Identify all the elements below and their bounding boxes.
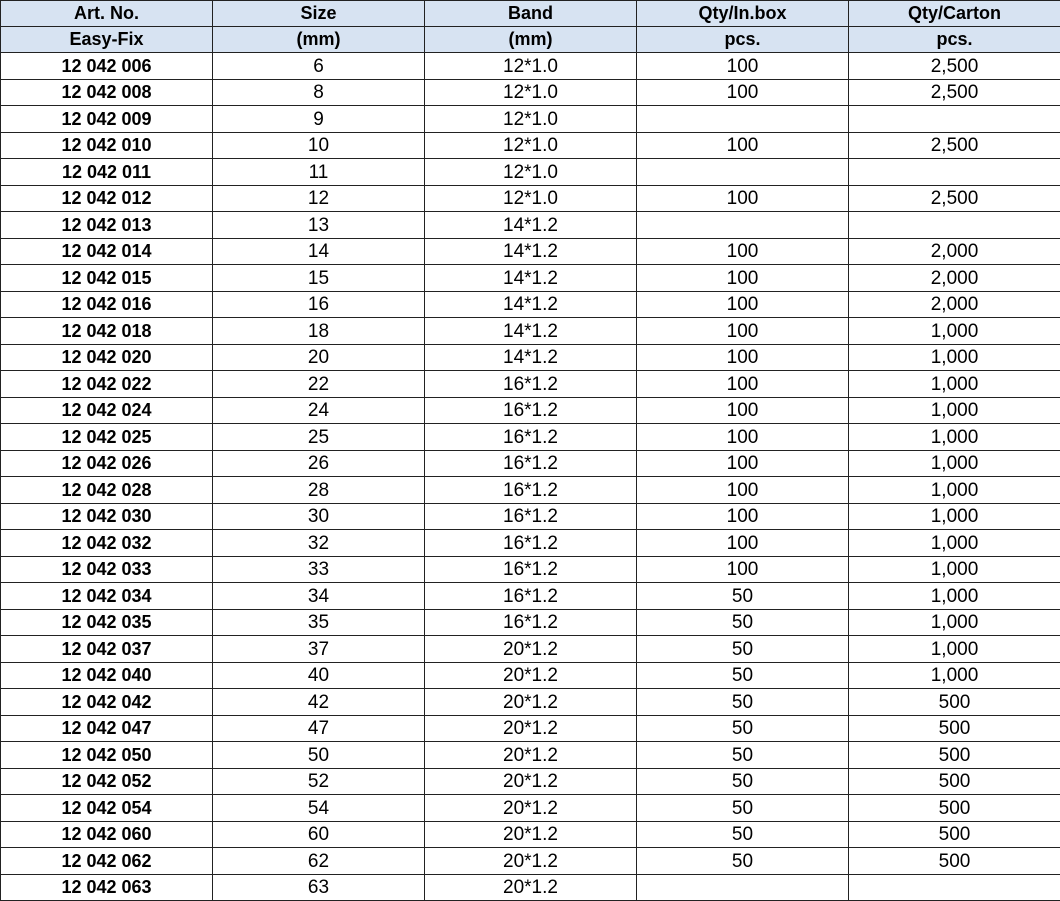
cell-qty-inbox: 50 — [637, 795, 849, 822]
cell-size: 14 — [213, 238, 425, 265]
cell-art-no: 12 042 062 — [1, 848, 213, 875]
cell-band: 14*1.2 — [425, 291, 637, 318]
cell-size: 22 — [213, 371, 425, 398]
table-row — [1, 768, 1060, 795]
table-row — [1, 185, 1060, 212]
table-row — [1, 344, 1060, 371]
cell-qty-carton: 1,000 — [849, 424, 1060, 451]
table-row — [1, 662, 1060, 689]
cell-qty-inbox: 100 — [637, 185, 849, 212]
cell-qty-carton: 2,000 — [849, 238, 1060, 265]
cell-qty-carton — [849, 159, 1060, 186]
cell-art-no: 12 042 016 — [1, 291, 213, 318]
table-row — [1, 583, 1060, 610]
cell-qty-carton: 2,000 — [849, 291, 1060, 318]
cell-art-no: 12 042 010 — [1, 132, 213, 159]
cell-band: 16*1.2 — [425, 477, 637, 504]
cell-qty-inbox: 100 — [637, 238, 849, 265]
table-row — [1, 715, 1060, 742]
cell-qty-carton: 500 — [849, 821, 1060, 848]
table-row — [1, 371, 1060, 398]
cell-qty-inbox: 100 — [637, 477, 849, 504]
cell-size: 26 — [213, 450, 425, 477]
cell-qty-carton: 1,000 — [849, 609, 1060, 636]
cell-art-no: 12 042 011 — [1, 159, 213, 186]
cell-band: 16*1.2 — [425, 371, 637, 398]
cell-band: 20*1.2 — [425, 795, 637, 822]
header-qty-inbox-unit: pcs. — [637, 27, 849, 53]
cell-qty-inbox: 50 — [637, 768, 849, 795]
cell-art-no: 12 042 060 — [1, 821, 213, 848]
cell-band: 14*1.2 — [425, 265, 637, 292]
table-row — [1, 742, 1060, 769]
cell-art-no: 12 042 022 — [1, 371, 213, 398]
cell-qty-carton: 500 — [849, 768, 1060, 795]
cell-qty-carton: 1,000 — [849, 450, 1060, 477]
table-row — [1, 689, 1060, 716]
cell-size: 62 — [213, 848, 425, 875]
cell-art-no: 12 042 054 — [1, 795, 213, 822]
cell-qty-inbox: 100 — [637, 318, 849, 345]
cell-art-no: 12 042 040 — [1, 662, 213, 689]
cell-size: 6 — [213, 53, 425, 80]
cell-art-no: 12 042 030 — [1, 503, 213, 530]
cell-qty-inbox: 100 — [637, 265, 849, 292]
cell-art-no: 12 042 026 — [1, 450, 213, 477]
table-row — [1, 106, 1060, 133]
cell-qty-carton: 500 — [849, 848, 1060, 875]
table-row — [1, 159, 1060, 186]
cell-size: 54 — [213, 795, 425, 822]
cell-size: 9 — [213, 106, 425, 133]
cell-size: 28 — [213, 477, 425, 504]
cell-size: 32 — [213, 530, 425, 557]
cell-qty-inbox: 100 — [637, 132, 849, 159]
cell-band: 20*1.2 — [425, 742, 637, 769]
header-art-no-sub: Easy-Fix — [1, 27, 213, 53]
cell-size: 13 — [213, 212, 425, 239]
header-size: Size — [213, 1, 425, 27]
header-size-unit: (mm) — [213, 27, 425, 53]
cell-qty-carton: 2,500 — [849, 185, 1060, 212]
table-row — [1, 609, 1060, 636]
cell-size: 34 — [213, 583, 425, 610]
cell-size: 47 — [213, 715, 425, 742]
cell-qty-carton: 500 — [849, 795, 1060, 822]
cell-band: 20*1.2 — [425, 636, 637, 663]
cell-size: 15 — [213, 265, 425, 292]
cell-art-no: 12 042 035 — [1, 609, 213, 636]
cell-qty-carton: 1,000 — [849, 662, 1060, 689]
cell-band: 16*1.2 — [425, 503, 637, 530]
table-row — [1, 397, 1060, 424]
cell-qty-carton — [849, 106, 1060, 133]
cell-size: 12 — [213, 185, 425, 212]
table-row — [1, 874, 1060, 901]
cell-qty-inbox — [637, 159, 849, 186]
cell-art-no: 12 042 015 — [1, 265, 213, 292]
table-row — [1, 503, 1060, 530]
cell-size: 20 — [213, 344, 425, 371]
cell-band: 12*1.0 — [425, 53, 637, 80]
cell-qty-carton — [849, 212, 1060, 239]
table-row — [1, 530, 1060, 557]
cell-art-no: 12 042 020 — [1, 344, 213, 371]
cell-qty-inbox: 50 — [637, 821, 849, 848]
header-row-labels — [1, 1, 1060, 27]
cell-qty-inbox: 50 — [637, 715, 849, 742]
table-row — [1, 79, 1060, 106]
cell-qty-inbox: 100 — [637, 291, 849, 318]
cell-size: 10 — [213, 132, 425, 159]
cell-qty-carton: 1,000 — [849, 636, 1060, 663]
cell-qty-inbox: 100 — [637, 530, 849, 557]
cell-art-no: 12 042 050 — [1, 742, 213, 769]
cell-qty-inbox: 100 — [637, 503, 849, 530]
cell-art-no: 12 042 014 — [1, 238, 213, 265]
cell-art-no: 12 042 025 — [1, 424, 213, 451]
cell-qty-carton: 1,000 — [849, 556, 1060, 583]
table-row — [1, 291, 1060, 318]
cell-qty-carton: 1,000 — [849, 371, 1060, 398]
cell-band: 16*1.2 — [425, 530, 637, 557]
cell-art-no: 12 042 012 — [1, 185, 213, 212]
cell-size: 30 — [213, 503, 425, 530]
cell-qty-inbox: 100 — [637, 556, 849, 583]
cell-art-no: 12 042 013 — [1, 212, 213, 239]
cell-qty-inbox: 100 — [637, 371, 849, 398]
cell-band: 12*1.0 — [425, 159, 637, 186]
cell-band: 20*1.2 — [425, 848, 637, 875]
table-row — [1, 424, 1060, 451]
cell-size: 50 — [213, 742, 425, 769]
cell-band: 20*1.2 — [425, 662, 637, 689]
cell-qty-carton: 2,500 — [849, 53, 1060, 80]
cell-qty-inbox: 50 — [637, 689, 849, 716]
header-art-no: Art. No. — [1, 1, 213, 27]
cell-qty-inbox: 50 — [637, 636, 849, 663]
cell-size: 8 — [213, 79, 425, 106]
header-qty-carton-unit: pcs. — [849, 27, 1060, 53]
cell-size: 52 — [213, 768, 425, 795]
cell-band: 14*1.2 — [425, 344, 637, 371]
cell-qty-carton: 1,000 — [849, 397, 1060, 424]
cell-size: 33 — [213, 556, 425, 583]
cell-qty-inbox: 100 — [637, 79, 849, 106]
table-row — [1, 795, 1060, 822]
table-body — [1, 53, 1060, 901]
cell-qty-carton — [849, 874, 1060, 901]
table-row — [1, 450, 1060, 477]
cell-band: 14*1.2 — [425, 238, 637, 265]
cell-band: 16*1.2 — [425, 397, 637, 424]
cell-band: 16*1.2 — [425, 609, 637, 636]
cell-art-no: 12 042 018 — [1, 318, 213, 345]
cell-qty-inbox: 100 — [637, 424, 849, 451]
cell-art-no: 12 042 063 — [1, 874, 213, 901]
cell-band: 12*1.0 — [425, 132, 637, 159]
cell-qty-carton: 1,000 — [849, 583, 1060, 610]
header-band-unit: (mm) — [425, 27, 637, 53]
cell-art-no: 12 042 037 — [1, 636, 213, 663]
cell-size: 24 — [213, 397, 425, 424]
table-row — [1, 212, 1060, 239]
cell-band: 16*1.2 — [425, 556, 637, 583]
cell-qty-carton: 1,000 — [849, 344, 1060, 371]
table-row — [1, 132, 1060, 159]
cell-qty-inbox — [637, 212, 849, 239]
cell-band: 20*1.2 — [425, 821, 637, 848]
cell-qty-carton: 2,500 — [849, 79, 1060, 106]
cell-qty-inbox: 100 — [637, 344, 849, 371]
header-row-units — [1, 27, 1060, 53]
cell-art-no: 12 042 034 — [1, 583, 213, 610]
table-row — [1, 556, 1060, 583]
table-row — [1, 238, 1060, 265]
cell-band: 14*1.2 — [425, 318, 637, 345]
cell-band: 12*1.0 — [425, 106, 637, 133]
table-header — [1, 1, 1060, 53]
cell-size: 18 — [213, 318, 425, 345]
cell-qty-carton: 1,000 — [849, 503, 1060, 530]
cell-band: 14*1.2 — [425, 212, 637, 239]
table-row — [1, 848, 1060, 875]
table-row — [1, 477, 1060, 504]
cell-size: 16 — [213, 291, 425, 318]
cell-qty-inbox: 50 — [637, 662, 849, 689]
cell-band: 20*1.2 — [425, 874, 637, 901]
cell-size: 11 — [213, 159, 425, 186]
cell-qty-carton: 1,000 — [849, 477, 1060, 504]
cell-art-no: 12 042 032 — [1, 530, 213, 557]
cell-art-no: 12 042 052 — [1, 768, 213, 795]
cell-band: 20*1.2 — [425, 689, 637, 716]
cell-qty-inbox: 100 — [637, 397, 849, 424]
cell-qty-carton: 1,000 — [849, 530, 1060, 557]
cell-art-no: 12 042 028 — [1, 477, 213, 504]
cell-band: 12*1.0 — [425, 79, 637, 106]
cell-band: 20*1.2 — [425, 715, 637, 742]
cell-size: 35 — [213, 609, 425, 636]
cell-qty-carton: 500 — [849, 742, 1060, 769]
cell-size: 63 — [213, 874, 425, 901]
cell-band: 20*1.2 — [425, 768, 637, 795]
cell-size: 25 — [213, 424, 425, 451]
cell-art-no: 12 042 024 — [1, 397, 213, 424]
cell-qty-inbox — [637, 874, 849, 901]
cell-qty-inbox: 50 — [637, 742, 849, 769]
cell-art-no: 12 042 033 — [1, 556, 213, 583]
header-qty-inbox: Qty/In.box — [637, 1, 849, 27]
cell-qty-inbox: 50 — [637, 583, 849, 610]
cell-qty-carton: 2,000 — [849, 265, 1060, 292]
table-row — [1, 265, 1060, 292]
table-row — [1, 318, 1060, 345]
cell-qty-inbox: 50 — [637, 848, 849, 875]
cell-band: 16*1.2 — [425, 424, 637, 451]
table-row — [1, 636, 1060, 663]
cell-art-no: 12 042 009 — [1, 106, 213, 133]
cell-band: 16*1.2 — [425, 450, 637, 477]
cell-qty-carton: 2,500 — [849, 132, 1060, 159]
cell-band: 16*1.2 — [425, 583, 637, 610]
cell-size: 60 — [213, 821, 425, 848]
header-qty-carton: Qty/Carton — [849, 1, 1060, 27]
cell-size: 42 — [213, 689, 425, 716]
cell-qty-inbox — [637, 106, 849, 133]
cell-qty-inbox: 100 — [637, 450, 849, 477]
cell-qty-inbox: 50 — [637, 609, 849, 636]
table-row — [1, 53, 1060, 80]
cell-size: 37 — [213, 636, 425, 663]
cell-qty-inbox: 100 — [637, 53, 849, 80]
cell-art-no: 12 042 047 — [1, 715, 213, 742]
table-row — [1, 821, 1060, 848]
header-band: Band — [425, 1, 637, 27]
cell-qty-carton: 500 — [849, 689, 1060, 716]
cell-size: 40 — [213, 662, 425, 689]
cell-qty-carton: 500 — [849, 715, 1060, 742]
cell-art-no: 12 042 042 — [1, 689, 213, 716]
cell-band: 12*1.0 — [425, 185, 637, 212]
cell-art-no: 12 042 006 — [1, 53, 213, 80]
cell-art-no: 12 042 008 — [1, 79, 213, 106]
cell-qty-carton: 1,000 — [849, 318, 1060, 345]
